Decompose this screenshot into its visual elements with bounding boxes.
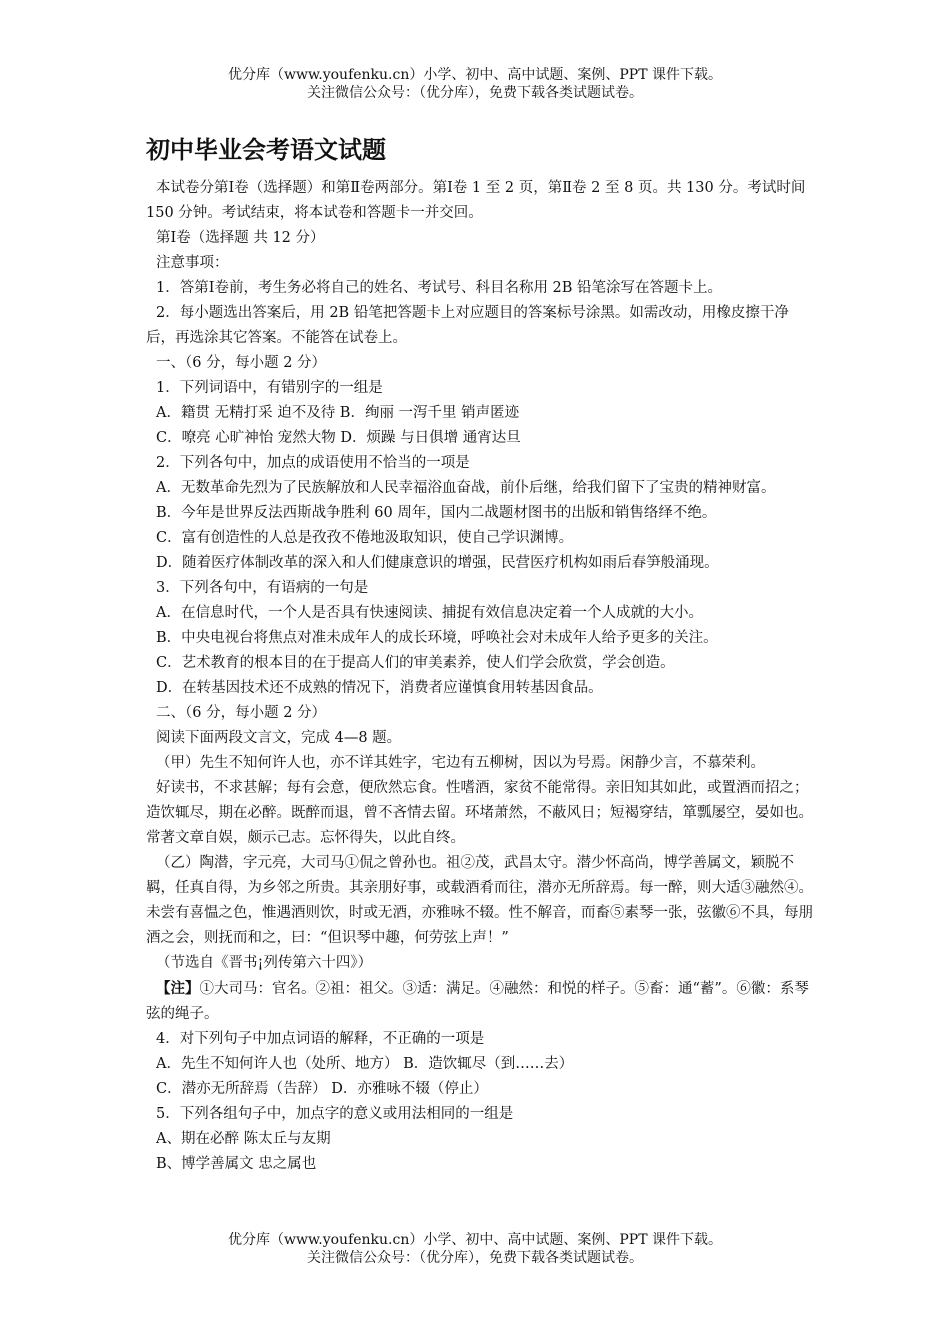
- passage-source: （节选自《晋书¡列传第六十四》）: [156, 955, 373, 971]
- option: A、期在必醉 陈太丘与友期: [156, 1131, 331, 1147]
- question: 5．下列各组句子中，加点字的意义或用法相同的一组是: [156, 1106, 514, 1122]
- intro-paragraph: 本试卷分第Ⅰ卷（选择题）和第Ⅱ卷两部分。第Ⅰ卷 1 至 2 页，第Ⅱ卷 2 至 8 页。共 130 分。考试时间 150 分钟。考试结束，将本试卷和答题卡一并交回。: [146, 180, 806, 221]
- annotation-label: 【注】: [156, 980, 200, 997]
- passage-paragraph: （乙）陶潜，字元亮，大司马①侃之曾孙也。祖②茂，武昌太守。潜少怀高尚，博学善属文，颖脱不羁，任真自得，为乡邻之所贵。其亲朋好事，或载酒肴而往，潜亦无所辞焉。每一醉，则大适③融然④。未尝有喜愠之色，惟遇酒则饮，时或无酒，亦雅咏不辍。性不解音，而畜⑤素琴一张，弦徽⑥不具，每朋酒之会，则抚而和之，曰：“但识琴中趣，何劳弦上声！”: [146, 855, 813, 946]
- option: B、博学善属文 忠之属也: [156, 1156, 317, 1172]
- option: A．无数革命先烈为了民族解放和人民幸福浴血奋战，前仆后继，给我们留下了宝贵的精神财富。: [156, 480, 776, 496]
- notice-item: 1．答第Ⅰ卷前，考生务必将自己的姓名、考试号、科目名称用 2B 铅笔涂写在答题卡上。: [156, 280, 723, 296]
- notice-item: 2．每小题选出答案后，用 2B 铅笔把答题卡上对应题目的答案标号涂黑。如需改动，用橡皮擦干净后，再选涂其它答案。不能答在试卷上。: [146, 305, 789, 346]
- part-heading: 二、（6 分，每小题 2 分）: [156, 705, 327, 721]
- option: D．在转基因技术还不成熟的情况下，消费者应谨慎食用转基因食品。: [156, 680, 603, 696]
- option: A．籍贯 无精打采 迫不及待 B．绚丽 一泻千里 销声匿迹: [156, 405, 520, 421]
- option: A．先生不知何许人也（处所、地方） B．造饮辄尽（到……去）: [156, 1056, 574, 1072]
- option: C．潜亦无所辞焉（告辞） D．亦雅咏不辍（停止）: [156, 1081, 488, 1097]
- question: 2．下列各句中，加点的成语使用不恰当的一项是: [156, 455, 470, 471]
- page-header: [0, 66, 950, 102]
- passage-paragraph: 好读书，不求甚解；每有会意，便欣然忘食。性嗜酒，家贫不能常得。亲旧知其如此，或置酒而招之；造饮辄尽，期在必醉。既醉而退，曾不吝情去留。环堵萧然，不蔽风日；短褐穿结，箪瓢屡空，晏如也。常著文章自娱，颇示己志。忘怀得失，以此自终。: [146, 780, 813, 846]
- question: 3．下列各句中，有语病的一句是: [156, 580, 369, 596]
- option: B．中央电视台将焦点对准未成年人的成长环境，呼唤社会对未成年人给予更多的关注。: [156, 630, 718, 646]
- question: 4．对下列句子中加点词语的解释，不正确的一项是: [156, 1031, 485, 1047]
- option: C．艺术教育的根本目的在于提高人们的审美素养，使人们学会欣赏，学会创造。: [156, 655, 675, 671]
- option: C．嘹亮 心旷神怡 宠然大物 D．烦躁 与日俱增 通宵达旦: [156, 430, 521, 446]
- footer-line-1: 优分库（www.youfenku.cn）小学、初中、高中试题、案例、PPT 课件下载。: [227, 1232, 722, 1248]
- section-heading: 第Ⅰ卷（选择题 共 12 分）: [156, 230, 325, 246]
- footer-line-2: 关注微信公众号：（优分库），免费下载各类试题试卷。: [307, 1250, 643, 1266]
- part-heading: 一、（6 分，每小题 2 分）: [156, 355, 327, 371]
- header-line-2: 关注微信公众号：（优分库），免费下载各类试题试卷。: [307, 85, 643, 101]
- annotation: [146, 976, 816, 1027]
- annotation-text: ①大司马：官名。②祖：祖父。③适：满足。④融然：和悦的样子。⑤畜：通“蓄”。⑥徽：系琴弦的绳子。: [146, 981, 809, 1022]
- passage-paragraph: （甲）先生不知何许人也，亦不详其姓字，宅边有五柳树，因以为号焉。闲静少言，不慕荣利。: [156, 755, 765, 771]
- document-body: [146, 176, 816, 1177]
- question: 1．下列词语中，有错别字的一组是: [156, 380, 383, 396]
- document-title: 初中毕业会考语文试题: [146, 136, 386, 164]
- option: C．富有创造性的人总是孜孜不倦地汲取知识，使自己学识渊博。: [156, 530, 574, 546]
- header-line-1: 优分库（www.youfenku.cn）小学、初中、高中试题、案例、PPT 课件下载。: [227, 67, 722, 83]
- reading-instruction: 阅读下面两段文言文，完成 4—8 题。: [156, 730, 402, 746]
- option: D．随着医疗体制改革的深入和人们健康意识的增强，民营医疗机构如雨后春笋般涌现。: [156, 555, 719, 571]
- page-footer: [0, 1231, 950, 1267]
- notice-heading: 注意事项：: [156, 255, 229, 271]
- option: B．今年是世界反法西斯战争胜利 60 周年，国内二战题材图书的出版和销售络绎不绝。: [156, 505, 717, 521]
- option: A．在信息时代，一个人是否具有快速阅读、捕捉有效信息决定着一个人成就的大小。: [156, 605, 703, 621]
